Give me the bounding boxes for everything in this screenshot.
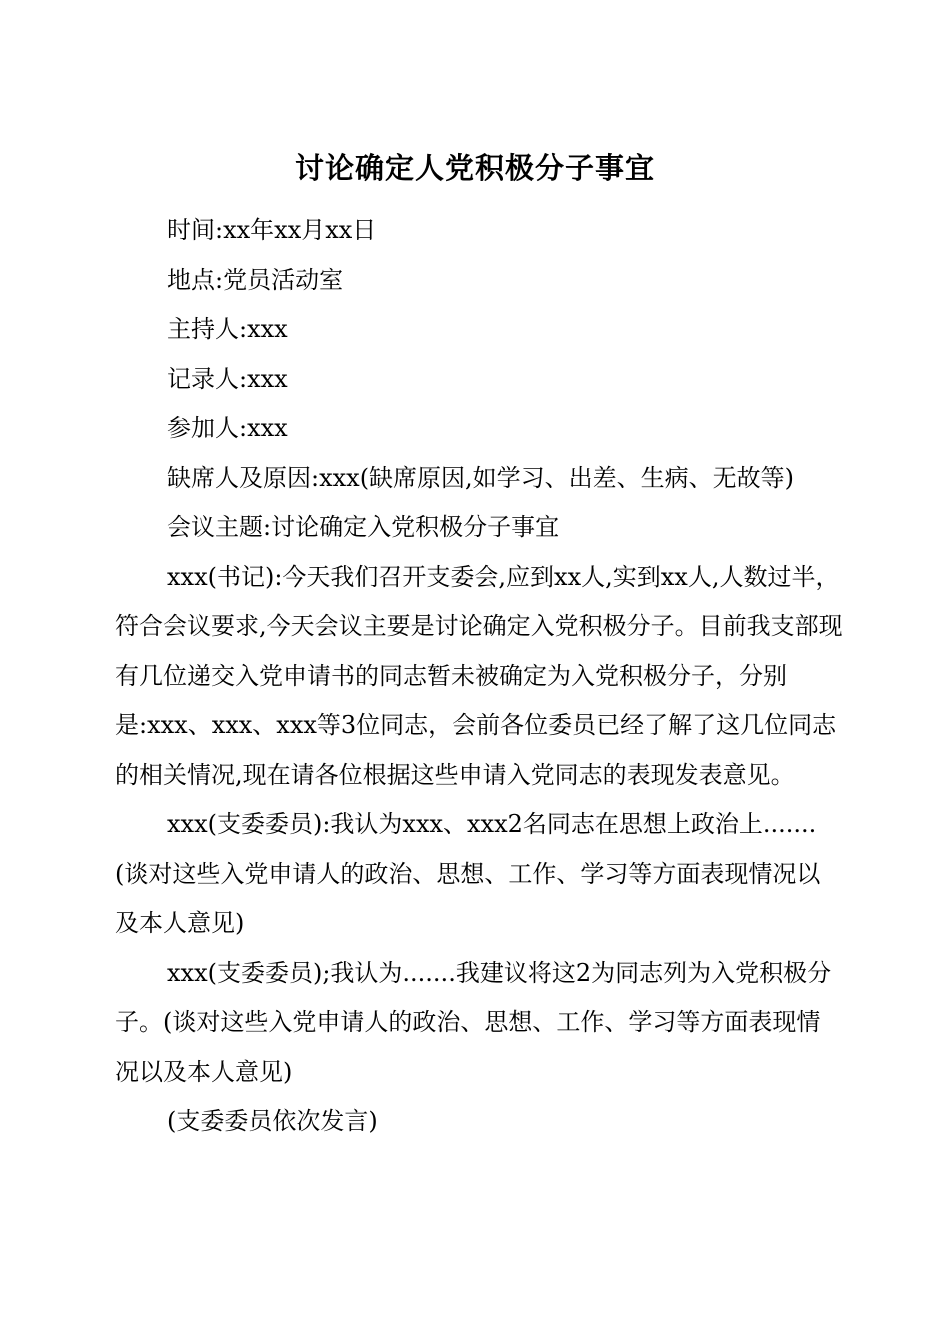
document-title: 讨论确定人党积极分子事宜 — [294, 151, 655, 185]
members-speak-in-turn: (支委委员依次发言) — [167, 1107, 378, 1135]
meeting-time: 时间:xx年xx月xx日 — [167, 216, 377, 244]
secretary-speech: xxx(书记):今天我们召开支委会,应到xx人,实到xx人,人数过半，符合会议要求,今天会议主要是讨论确定入党积极分子。目前我支部现有几位递交入党申请书的同志暂未被确定为入党积极分子，分别是:xxx、xxx、xxx等3位同志，会前各位委员已经了解了这几位同志的相关情况,现在请各位根据这些申请入党同志的表现发表意见。 — [115, 562, 843, 789]
document-body — [115, 206, 843, 1147]
meeting-recorder: 记录人:xxx — [167, 364, 288, 393]
meeting-host: 主持人:xxx — [167, 315, 288, 343]
member-speech-2: xxx(支委委员);我认为.......我建议将这2为同志列为入党积极分子。(谈对这些入党申请人的政治、思想、工作、学习等方面表现情况以及本人意见) — [115, 958, 832, 1086]
meeting-attendees: 参加人:xxx — [167, 414, 288, 442]
meeting-topic: 会议主题:讨论确定入党积极分子事宜 — [167, 513, 560, 541]
member-speech-1: xxx(支委委员):我认为xxx、xxx2名同志在思想上政治上.......(谈对这些入党申请人的政治、思想、工作、学习等方面表现情况以及本人意见) — [115, 810, 821, 937]
meeting-absentees: 缺席人及原因:xxx(缺席原因,如学习、出差、生病、无故等) — [167, 463, 795, 492]
meeting-location: 地点:党员活动室 — [167, 265, 344, 294]
